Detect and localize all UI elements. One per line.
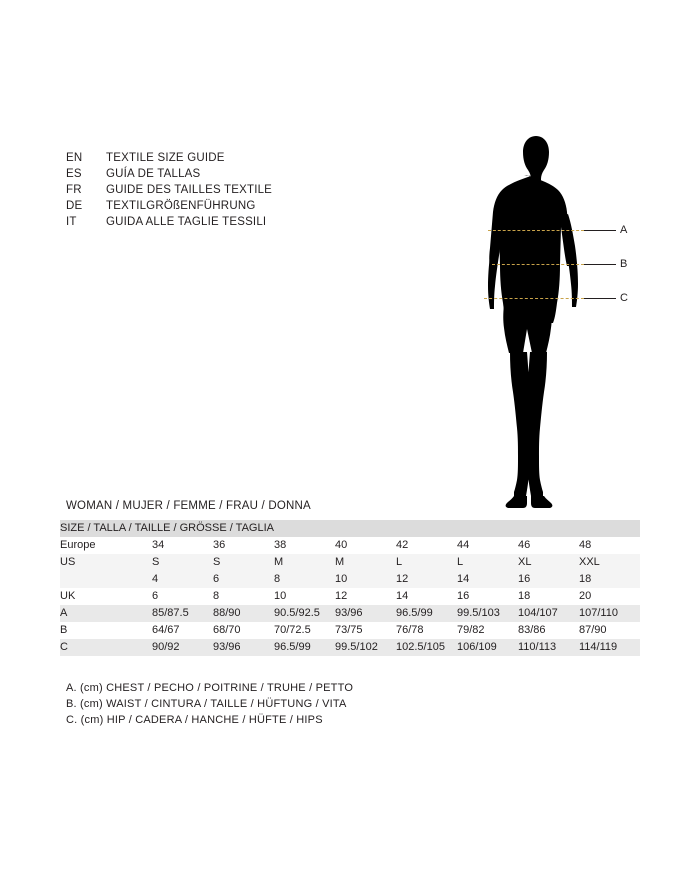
female-silhouette-icon	[440, 130, 670, 520]
legend-code-it: IT	[66, 216, 77, 228]
legend-label-de: TEXTILGRÖßENFÜHRUNG	[106, 200, 256, 212]
measure-pointer-b	[584, 264, 616, 265]
measure-pointer-a	[584, 230, 616, 231]
cell: L	[457, 556, 464, 568]
cell: 34	[152, 539, 165, 551]
cell: 40	[335, 539, 348, 551]
cell: 12	[335, 590, 348, 602]
cell: 36	[213, 539, 226, 551]
measurement-notes	[66, 680, 353, 728]
table-row	[60, 537, 640, 554]
cell: 10	[274, 590, 287, 602]
cell: 76/78	[396, 624, 424, 636]
cell: 90.5/92.5	[274, 607, 320, 619]
legend-label-fr: GUIDE DES TAILLES TEXTILE	[106, 184, 273, 196]
cell: 110/113	[518, 641, 557, 653]
note-hip: C. (cm) HIP / CADERA / HANCHE / HÜFTE / HIPS	[66, 714, 323, 726]
cell: 85/87.5	[152, 607, 189, 619]
cell: 87/90	[579, 624, 607, 636]
row-label: UK	[60, 590, 76, 602]
cell: 6	[213, 573, 220, 585]
cell: 64/67	[152, 624, 180, 636]
cell: 93/96	[213, 641, 241, 653]
cell: 88/90	[213, 607, 241, 619]
cell: 102.5/105	[396, 641, 445, 653]
language-legend	[66, 150, 366, 230]
row-label: A	[60, 607, 68, 619]
measure-line-c	[484, 298, 584, 299]
cell: M	[335, 556, 345, 568]
legend-label-en: TEXTILE SIZE GUIDE	[106, 152, 225, 164]
cell: 96.5/99	[396, 607, 433, 619]
cell: 99.5/103	[457, 607, 500, 619]
table-row	[60, 588, 640, 605]
table-row	[60, 605, 640, 622]
measure-line-b	[492, 264, 584, 265]
row-label: C	[60, 641, 68, 653]
cell: 70/72.5	[274, 624, 311, 636]
row-label: B	[60, 624, 68, 636]
cell: 90/92	[152, 641, 180, 653]
cell: M	[274, 556, 284, 568]
table-row	[60, 622, 640, 639]
legend-label-es: GUÍA DE TALLAS	[106, 168, 201, 180]
measure-letter-c: C	[620, 292, 628, 304]
cell: 68/70	[213, 624, 241, 636]
cell: 8	[213, 590, 220, 602]
cell: 46	[518, 539, 531, 551]
legend-code-es: ES	[66, 168, 82, 180]
cell: 93/96	[335, 607, 363, 619]
cell: 73/75	[335, 624, 363, 636]
legend-row	[66, 150, 366, 166]
table-header-row	[60, 520, 640, 537]
cell: 6	[152, 590, 159, 602]
cell: 107/110	[579, 607, 618, 619]
legend-row	[66, 214, 366, 230]
cell: 104/107	[518, 607, 558, 619]
legend-code-de: DE	[66, 200, 83, 212]
legend-code-en: EN	[66, 152, 83, 164]
cell: 44	[457, 539, 470, 551]
measure-letter-b: B	[620, 258, 628, 270]
cell: 99.5/102	[335, 641, 378, 653]
cell: 14	[396, 590, 409, 602]
cell: 79/82	[457, 624, 485, 636]
table-row	[60, 554, 640, 571]
size-table	[60, 520, 640, 656]
table-row	[60, 639, 640, 656]
cell: 114/119	[579, 641, 618, 653]
cell: 14	[457, 573, 470, 585]
cell: 106/109	[457, 641, 497, 653]
legend-code-fr: FR	[66, 184, 82, 196]
cell: XXL	[579, 556, 600, 568]
cell: 42	[396, 539, 409, 551]
row-label: Europe	[60, 539, 96, 551]
cell: 16	[457, 590, 470, 602]
measure-line-a	[488, 230, 584, 231]
cell: S	[152, 556, 160, 568]
row-label	[60, 571, 152, 588]
note-chest: A. (cm) CHEST / PECHO / POITRINE / TRUHE / PETTO	[66, 682, 354, 694]
body-figure	[440, 130, 670, 520]
cell: 12	[396, 573, 409, 585]
cell: 18	[518, 590, 531, 602]
cell: 96.5/99	[274, 641, 311, 653]
cell: 83/86	[518, 624, 546, 636]
legend-label-it: GUIDA ALLE TAGLIE TESSILI	[106, 216, 267, 228]
legend-row	[66, 182, 366, 198]
cell: 48	[579, 539, 592, 551]
cell: S	[213, 556, 221, 568]
cell: 38	[274, 539, 287, 551]
measure-pointer-c	[584, 298, 616, 299]
table-row	[60, 571, 640, 588]
row-label: US	[60, 556, 76, 568]
cell: 18	[579, 573, 592, 585]
table-title: WOMAN / MUJER / FEMME / FRAU / DONNA	[66, 500, 311, 512]
cell: 8	[274, 573, 281, 585]
note-waist: B. (cm) WAIST / CINTURA / TAILLE / HÜFTUNG / VITA	[66, 698, 347, 710]
cell: 4	[152, 573, 159, 585]
legend-row	[66, 198, 366, 214]
cell: L	[396, 556, 403, 568]
legend-row	[66, 166, 366, 182]
cell: XL	[518, 556, 532, 568]
cell: 10	[335, 573, 348, 585]
measure-letter-a: A	[620, 224, 628, 236]
cell: 20	[579, 590, 592, 602]
table-header-label: SIZE / TALLA / TAILLE / GRÖSSE / TAGLIA	[60, 522, 274, 534]
cell: 16	[518, 573, 531, 585]
